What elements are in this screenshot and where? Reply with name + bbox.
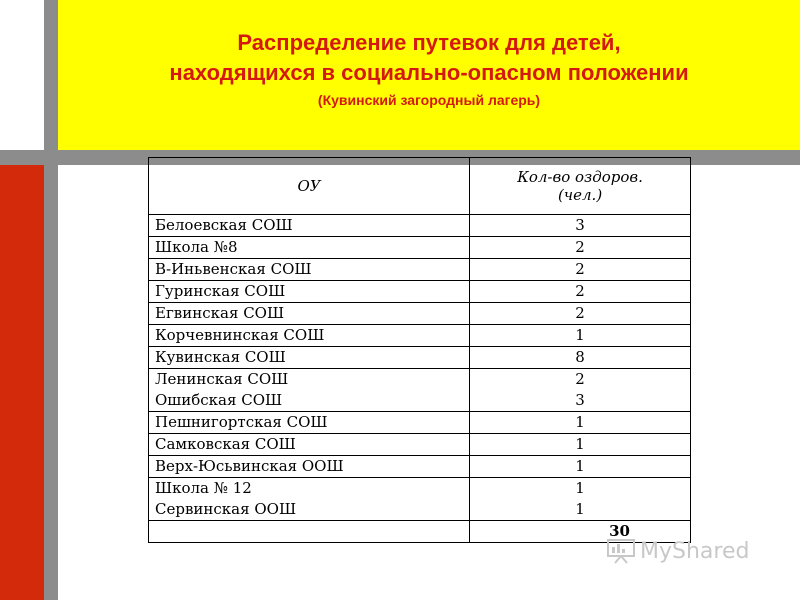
school-name: Школа № 12 [149, 478, 470, 500]
child-count: 2 [470, 303, 691, 325]
slide-title [58, 28, 800, 88]
child-count: 3 [470, 390, 691, 412]
table-row [149, 434, 691, 456]
table-row [149, 412, 691, 434]
distribution-table [148, 157, 691, 543]
school-name: Самковская СОШ [149, 434, 470, 456]
left-white-panel [0, 0, 44, 150]
watermark-text: MyShared [640, 538, 750, 564]
table-row [149, 325, 691, 347]
school-name: Кувинская СОШ [149, 347, 470, 369]
table-row [149, 347, 691, 369]
table-row [149, 237, 691, 259]
child-count: 3 [470, 215, 691, 237]
gray-vertical-bar [44, 0, 58, 600]
title-line-2: находящихся в социально-опасном положении [169, 60, 689, 85]
presentation-board-icon [606, 538, 636, 564]
child-count: 2 [470, 237, 691, 259]
table-row [149, 478, 691, 500]
child-count: 2 [470, 281, 691, 303]
child-count: 2 [470, 369, 691, 391]
school-name: Школа №8 [149, 237, 470, 259]
table-row [149, 259, 691, 281]
table-row [149, 456, 691, 478]
school-name: Верх-Юсьвинская ООШ [149, 456, 470, 478]
table-header-row [149, 158, 691, 215]
left-red-bar [0, 165, 44, 600]
table-row [149, 215, 691, 237]
table-row [149, 369, 691, 391]
school-name: В-Иньвенская СОШ [149, 259, 470, 281]
child-count: 2 [470, 259, 691, 281]
slide-subtitle: (Кувинский загородный лагерь) [317, 92, 541, 108]
header-school: ОУ [149, 158, 470, 215]
watermark [606, 538, 749, 564]
school-name: Белоевская СОШ [149, 215, 470, 237]
table-row [149, 499, 691, 521]
school-name: Корчевнинская СОШ [149, 325, 470, 347]
child-count: 1 [470, 412, 691, 434]
child-count: 1 [470, 456, 691, 478]
child-count: 1 [470, 325, 691, 347]
table-row [149, 281, 691, 303]
header-count [470, 158, 691, 215]
total-label-cell [149, 521, 470, 543]
table-row [149, 390, 691, 412]
school-name: Сервинская ООШ [149, 499, 470, 521]
school-name: Ленинская СОШ [149, 369, 470, 391]
title-line-1: Распределение путевок для детей, [237, 30, 621, 55]
child-count: 8 [470, 347, 691, 369]
child-count: 1 [470, 434, 691, 456]
total-count: 30 [470, 521, 691, 543]
child-count: 1 [470, 478, 691, 500]
school-name: Гуринская СОШ [149, 281, 470, 303]
school-name: Пешнигортская СОШ [149, 412, 470, 434]
school-name: Егвинская СОШ [149, 303, 470, 325]
child-count: 1 [470, 499, 691, 521]
header-count-line1: Кол-во оздоров. [517, 168, 643, 186]
school-name: Ошибская СОШ [149, 390, 470, 412]
header-count-line2: (чел.) [557, 186, 603, 204]
table-row [149, 303, 691, 325]
